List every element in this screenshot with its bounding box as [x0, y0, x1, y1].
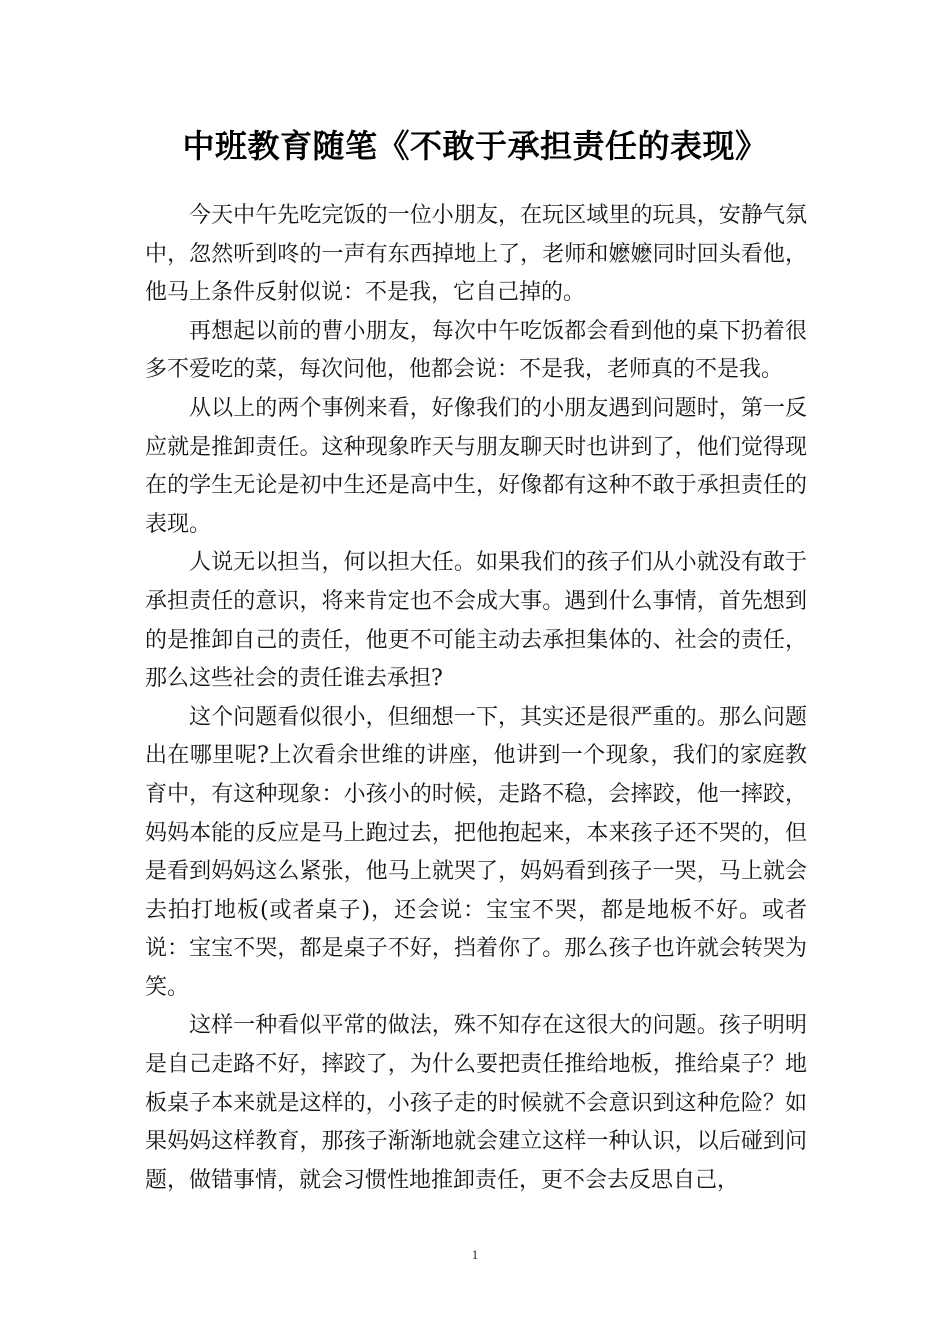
document-title: 中班教育随笔《不敢于承担责任的表现》	[182, 127, 768, 165]
paragraph: 这个问题看似很小，但细想一下，其实还是很严重的。那么问题出在哪里呢?上次看余世维的讲座，他讲到一个现象，我们的家庭教育中，有这种现象：小孩小的时候，走路不稳，会摔跤，他一摔跤，妈妈本能的反应是马上跑过去，把他抱起来，本来孩子还不哭的，但是看到妈妈这么紧张，他马上就哭了，妈妈看到孩子一哭，马上就会去拍打地板(或者桌子)，还会说：宝宝不哭，都是地板不好。或者说：宝宝不哭，都是桌子不好，挡着你了。那么孩子也许就会转哭为笑。	[145, 704, 807, 1000]
paragraph: 这样一种看似平常的做法，殊不知存在这很大的问题。孩子明明是自己走路不好，摔跤了，为什么要把责任推给地板，推给桌子？地板桌子本来就是这样的，小孩子走的时候就不会意识到这种危险？如果妈妈这样教育，那孩子渐渐地就会建立这样一种认识，以后碰到问题，做错事情，就会习惯性地推卸责任，更不会去反思自己，	[145, 1013, 807, 1193]
page-number: 1	[471, 1247, 479, 1262]
paragraph: 人说无以担当，何以担大任。如果我们的孩子们从小就没有敢于承担责任的意识，将来肯定也不会成大事。遇到什么事情，首先想到的是推卸自己的责任，他更不可能主动去承担集体的、社会的责任，那么这些社会的责任谁去承担?	[145, 550, 807, 692]
paragraph: 今天中午先吃完饭的一位小朋友，在玩区域里的玩具，安静气氛中，忽然听到咚的一声有东西掉地上了，老师和嬷嬷同时回头看他，他马上条件反射似说：不是我，它自己掉的。	[145, 203, 807, 306]
paragraph: 再想起以前的曹小朋友，每次中午吃饭都会看到他的桌下扔着很多不爱吃的菜，每次问他，他都会说：不是我，老师真的不是我。	[145, 318, 807, 383]
document-body	[145, 197, 807, 1200]
paragraph: 从以上的两个事例来看，好像我们的小朋友遇到问题时，第一反应就是推卸责任。这种现象昨天与朋友聊天时也讲到了，他们觉得现在的学生无论是初中生还是高中生，好像都有这种不敢于承担责任的表现。	[145, 395, 807, 537]
